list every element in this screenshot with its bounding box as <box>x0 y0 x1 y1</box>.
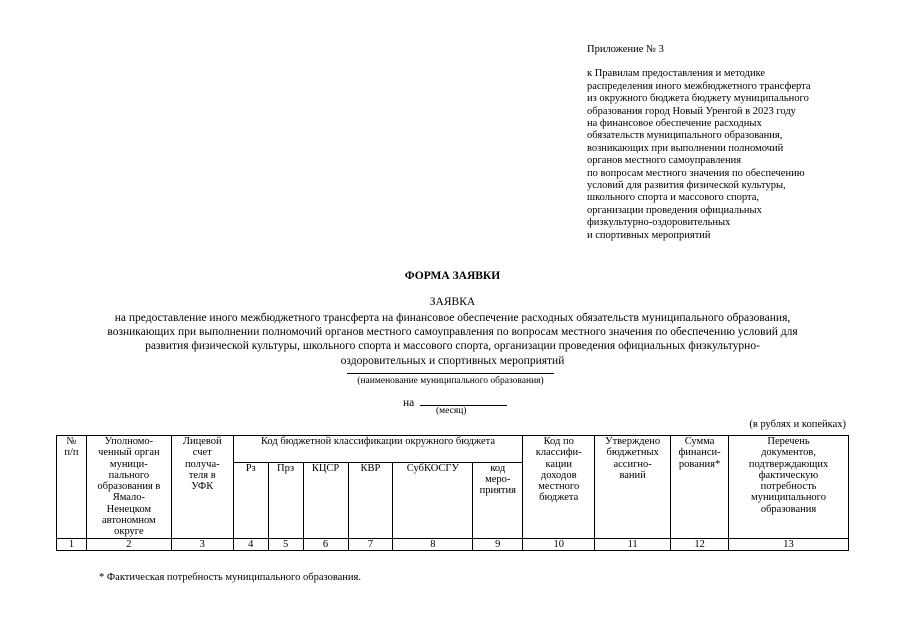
municipality-name-caption: (наименование муниципального образования) <box>357 376 544 386</box>
text-line: УФК <box>191 481 214 493</box>
month-prefix: на <box>403 397 415 409</box>
form-title: ФОРМА ЗАЯВКИ <box>404 270 501 282</box>
text-line: условий для развития физической культуры, <box>587 180 786 192</box>
text-line: физкультурно-оздоровительных <box>587 217 731 229</box>
text-line: автономном <box>102 515 156 527</box>
column-number-cell: 11 <box>595 538 671 550</box>
month-blank-line <box>420 394 507 406</box>
text-line: КВР <box>360 462 381 474</box>
application-description <box>40 311 865 368</box>
text-line: Сумма <box>684 436 715 447</box>
text-line: код <box>490 462 506 474</box>
header-event-code <box>473 462 523 538</box>
text-line: пального <box>108 469 150 481</box>
text-line: образования город Новый Уренгой в 2023 году <box>587 105 796 117</box>
text-line: Перечень <box>767 436 810 447</box>
text-line: Уполномо- <box>104 436 154 447</box>
text-line: Ненецком <box>106 503 152 515</box>
text-line: оздоровительных и спортивных мероприятий <box>340 354 565 367</box>
text-line: п/п <box>64 447 79 459</box>
text-line: счет <box>192 447 212 459</box>
column-number-cell: 9 <box>473 538 523 550</box>
text-line: к Правилам предоставления и методике <box>587 68 766 80</box>
header-number <box>57 436 87 539</box>
text-line: Утверждено <box>605 436 661 447</box>
header-authorized-body <box>86 436 171 539</box>
text-line: возникающих при выполнении полномочий органов местного самоуправления по вопросам местного значения по обеспечению условий для <box>107 326 798 339</box>
text-line: кации <box>545 458 572 470</box>
column-number-cell: 2 <box>86 538 171 550</box>
column-number-cell: 6 <box>303 538 348 550</box>
text-line: обязательств муниципального образования, <box>587 130 783 142</box>
text-line: теля в <box>188 469 216 481</box>
text-line: классифи- <box>535 447 582 459</box>
units-note: (в рублях и копейках) <box>749 419 846 430</box>
text-line: ваний <box>619 469 646 481</box>
text-line: КЦСР <box>311 462 340 474</box>
header-funding-amount <box>671 436 729 539</box>
table-header-row-1 <box>57 436 849 463</box>
text-line: Ямало- <box>112 492 146 504</box>
text-line: подтверждающих <box>748 458 829 470</box>
text-line: документов, <box>761 447 816 459</box>
text-line: местного <box>538 481 580 493</box>
month-caption: (месяц) <box>436 406 467 416</box>
application-title: ЗАЯВКА <box>429 296 476 308</box>
text-line: развития физической культуры, школьного спорта и массового спорта, организации проведения официальных физкультурно- <box>145 340 760 353</box>
text-line: органов местного самоуправления <box>587 155 742 167</box>
application-table <box>56 435 849 551</box>
text-line: на предоставление иного межбюджетного трансферта на финансовое обеспечение расходных обязательств муниципального образования, <box>114 312 791 324</box>
column-number-cell: 12 <box>671 538 729 550</box>
text-line: получа- <box>184 458 220 470</box>
column-number-cell: 10 <box>523 538 595 550</box>
header-approved-allocations <box>595 436 671 539</box>
text-line: Лицевой <box>182 436 222 447</box>
text-line: образования <box>760 503 817 515</box>
text-line: Код по <box>543 436 574 447</box>
header-subkosgu <box>393 462 473 538</box>
text-line: школьного спорта и массового спорта, <box>587 192 759 204</box>
table-column-numbers-row <box>57 538 849 550</box>
header-prz <box>268 462 303 538</box>
text-line: СубКОСГУ <box>406 462 459 474</box>
text-line: округе <box>114 526 144 538</box>
text-line: финанси- <box>678 447 721 459</box>
municipality-name-line <box>347 373 554 374</box>
text-line: ассигно- <box>613 458 652 470</box>
column-number-cell: 1 <box>57 538 87 550</box>
header-income-code <box>523 436 595 539</box>
text-line: и спортивных мероприятий <box>587 229 711 241</box>
header-kvr <box>348 462 393 538</box>
text-line: муници- <box>109 458 148 470</box>
column-number-cell: 13 <box>729 538 849 550</box>
text-line: Прз <box>277 462 295 474</box>
text-line: фактическую <box>758 469 819 481</box>
text-line: доходов <box>540 469 577 481</box>
text-line: по вопросам местного значения по обеспечению <box>587 167 805 179</box>
text-line: из окружного бюджета бюджету муниципального <box>587 93 809 105</box>
text-line: на финансовое обеспечение расходных <box>587 118 762 130</box>
footnote: * Фактическая потребность муниципального образования. <box>99 572 361 583</box>
text-line: возникающих при выполнении полномочий <box>587 142 784 154</box>
text-line: бюджетных <box>606 447 659 459</box>
text-line: рования* <box>678 458 721 470</box>
header-personal-account <box>171 436 233 539</box>
text-line: Рз <box>245 462 256 474</box>
header-kcsr <box>303 462 348 538</box>
column-number-cell: 5 <box>268 538 303 550</box>
appendix-lines <box>587 68 887 242</box>
column-number-cell: 3 <box>171 538 233 550</box>
appendix-block <box>587 44 887 242</box>
text-line: ченный орган <box>98 447 160 459</box>
text-line: № <box>66 436 77 447</box>
text-line: муниципального <box>751 492 826 504</box>
text-line: бюджета <box>539 492 579 504</box>
text-line: приятия <box>479 485 516 497</box>
text-line: распределения иного межбюджетного трансферта <box>587 80 811 92</box>
column-number-cell: 7 <box>348 538 393 550</box>
header-kbk: Код бюджетной классификации окружного бюджета <box>233 436 523 463</box>
text-line: организации проведения официальных <box>587 204 762 216</box>
column-number-cell: 4 <box>233 538 268 550</box>
header-rz <box>233 462 268 538</box>
text-line: меро- <box>485 474 511 486</box>
text-line: потребность <box>760 481 817 493</box>
header-documents-list <box>729 436 849 539</box>
column-number-cell: 8 <box>393 538 473 550</box>
appendix-number: Приложение № 3 <box>587 44 664 55</box>
text-line: образования в <box>97 481 161 493</box>
